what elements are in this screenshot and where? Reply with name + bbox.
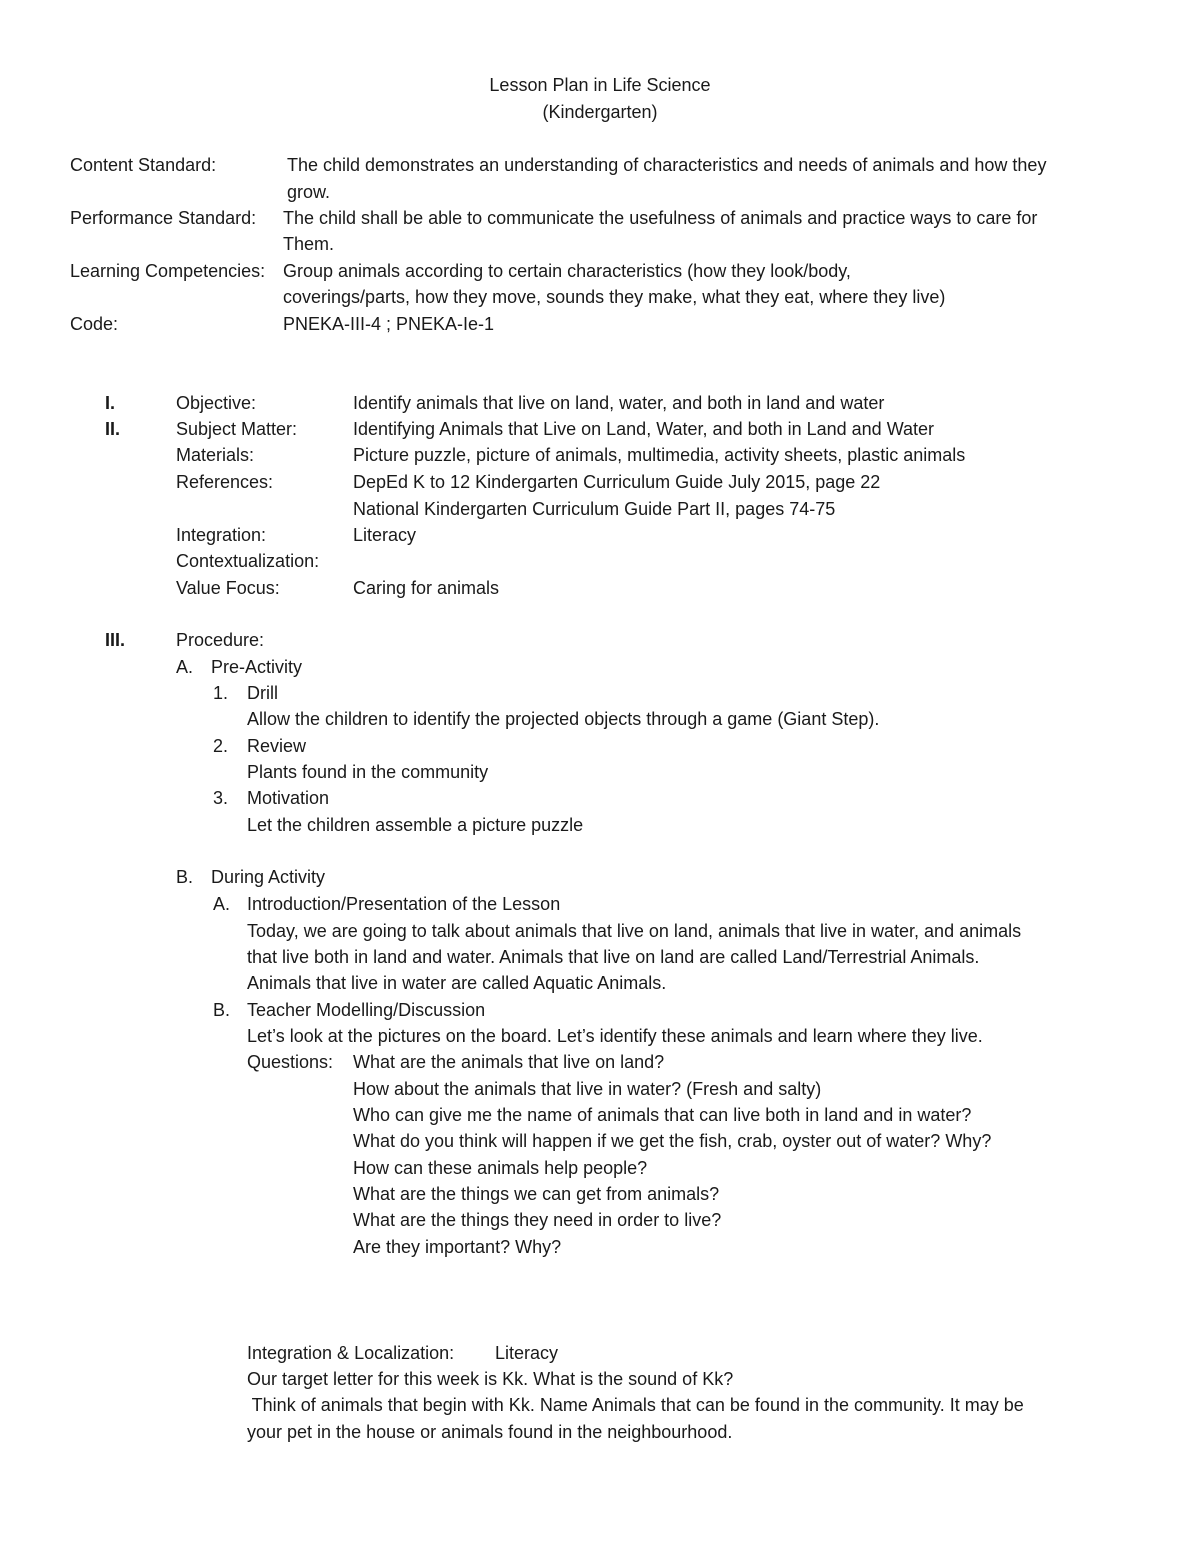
question-item: What are the things they need in order to live? — [353, 1210, 722, 1230]
document-title: Lesson Plan in Life Science — [489, 75, 711, 95]
materials-label: Materials: — [176, 445, 255, 465]
intro-text-1: Today, we are going to talk about animals that live on land, animals that live in water, and animals — [247, 921, 1022, 941]
references-value-1: DepEd K to 12 Kindergarten Curriculum Guide July 2015, page 22 — [353, 472, 881, 492]
procedure-label: Procedure: — [176, 630, 265, 650]
integration-value: Literacy — [353, 525, 417, 545]
modelling-letter: B. — [213, 1000, 231, 1020]
intro-text-2: that live both in land and water. Animals that live on land are called Land/Terrestrial Animals. — [247, 947, 980, 967]
review-number: 2. — [213, 736, 229, 756]
motivation-number: 3. — [213, 788, 229, 808]
during-activity-letter: B. — [176, 867, 194, 887]
subject-matter-label: Subject Matter: — [176, 419, 298, 439]
question-item: What are the things we can get from animals? — [353, 1184, 720, 1204]
subject-matter-value: Identifying Animals that Live on Land, Water, and both in Land and Water — [353, 419, 935, 439]
content-standard-value-cont: grow. — [287, 182, 331, 202]
modelling-title: Teacher Modelling/Discussion — [247, 1000, 486, 1020]
code-label: Code: — [70, 314, 119, 334]
content-standard-label: Content Standard: — [70, 155, 217, 175]
section-numeral-2: II. — [105, 419, 121, 439]
integration-localization-label: Integration & Localization: — [247, 1343, 455, 1363]
drill-text: Allow the children to identify the projected objects through a game (Giant Step). — [247, 709, 880, 729]
question-item: Are they important? Why? — [353, 1237, 562, 1257]
value-focus-label: Value Focus: — [176, 578, 280, 598]
integration-localization-text-2: Think of animals that begin with Kk. Name Animals that can be found in the community. It may be — [247, 1395, 1024, 1415]
value-focus-value: Caring for animals — [353, 578, 500, 598]
intro-title: Introduction/Presentation of the Lesson — [247, 894, 561, 914]
modelling-text: Let’s look at the pictures on the board. Let’s identify these animals and learn where they live. — [247, 1026, 983, 1046]
integration-localization-value: Literacy — [495, 1343, 559, 1363]
drill-title: Drill — [247, 683, 278, 703]
pre-activity-label: Pre-Activity — [211, 657, 303, 677]
intro-text-3: Animals that live in water are called Aquatic Animals. — [247, 973, 667, 993]
section-numeral-3: III. — [105, 630, 126, 650]
performance-standard-value: The child shall be able to communicate the usefulness of animals and practice ways to care for — [283, 208, 1038, 228]
materials-value: Picture puzzle, picture of animals, multimedia, activity sheets, plastic animals — [353, 445, 966, 465]
intro-letter: A. — [213, 894, 231, 914]
references-label: References: — [176, 472, 274, 492]
question-item: How about the animals that live in water? (Fresh and salty) — [353, 1079, 822, 1099]
section-numeral-1: I. — [105, 393, 116, 413]
motivation-title: Motivation — [247, 788, 330, 808]
review-text: Plants found in the community — [247, 762, 489, 782]
learning-competencies-value-cont: coverings/parts, how they move, sounds they make, what they eat, where they live) — [283, 287, 946, 307]
integration-localization-text-3: your pet in the house or animals found in the neighbourhood. — [247, 1422, 733, 1442]
integration-label: Integration: — [176, 525, 267, 545]
motivation-text: Let the children assemble a picture puzzle — [247, 815, 584, 835]
learning-competencies-value: Group animals according to certain characteristics (how they look/body, — [283, 261, 851, 281]
learning-competencies-label: Learning Competencies: — [70, 261, 266, 281]
questions-label: Questions: — [247, 1052, 334, 1072]
performance-standard-value-cont: Them. — [283, 234, 335, 254]
review-title: Review — [247, 736, 307, 756]
question-item: What do you think will happen if we get the fish, crab, oyster out of water? Why? — [353, 1131, 992, 1151]
references-value-2: National Kindergarten Curriculum Guide Part II, pages 74-75 — [353, 499, 836, 519]
drill-number: 1. — [213, 683, 229, 703]
question-item: What are the animals that live on land? — [353, 1052, 665, 1072]
contextualization-label: Contextualization: — [176, 551, 320, 571]
pre-activity-letter: A. — [176, 657, 194, 677]
objective-value: Identify animals that live on land, water, and both in land and water — [353, 393, 885, 413]
code-value: PNEKA-III-4 ; PNEKA-Ie-1 — [283, 314, 495, 334]
content-standard-value: The child demonstrates an understanding of characteristics and needs of animals and how they — [287, 155, 1047, 175]
during-activity-label: During Activity — [211, 867, 326, 887]
objective-label: Objective: — [176, 393, 257, 413]
question-item: How can these animals help people? — [353, 1158, 648, 1178]
question-item: Who can give me the name of animals that can live both in land and in water? — [353, 1105, 972, 1125]
document-subtitle: (Kindergarten) — [542, 102, 658, 122]
integration-localization-text-1: Our target letter for this week is Kk. What is the sound of Kk? — [247, 1369, 734, 1389]
performance-standard-label: Performance Standard: — [70, 208, 257, 228]
